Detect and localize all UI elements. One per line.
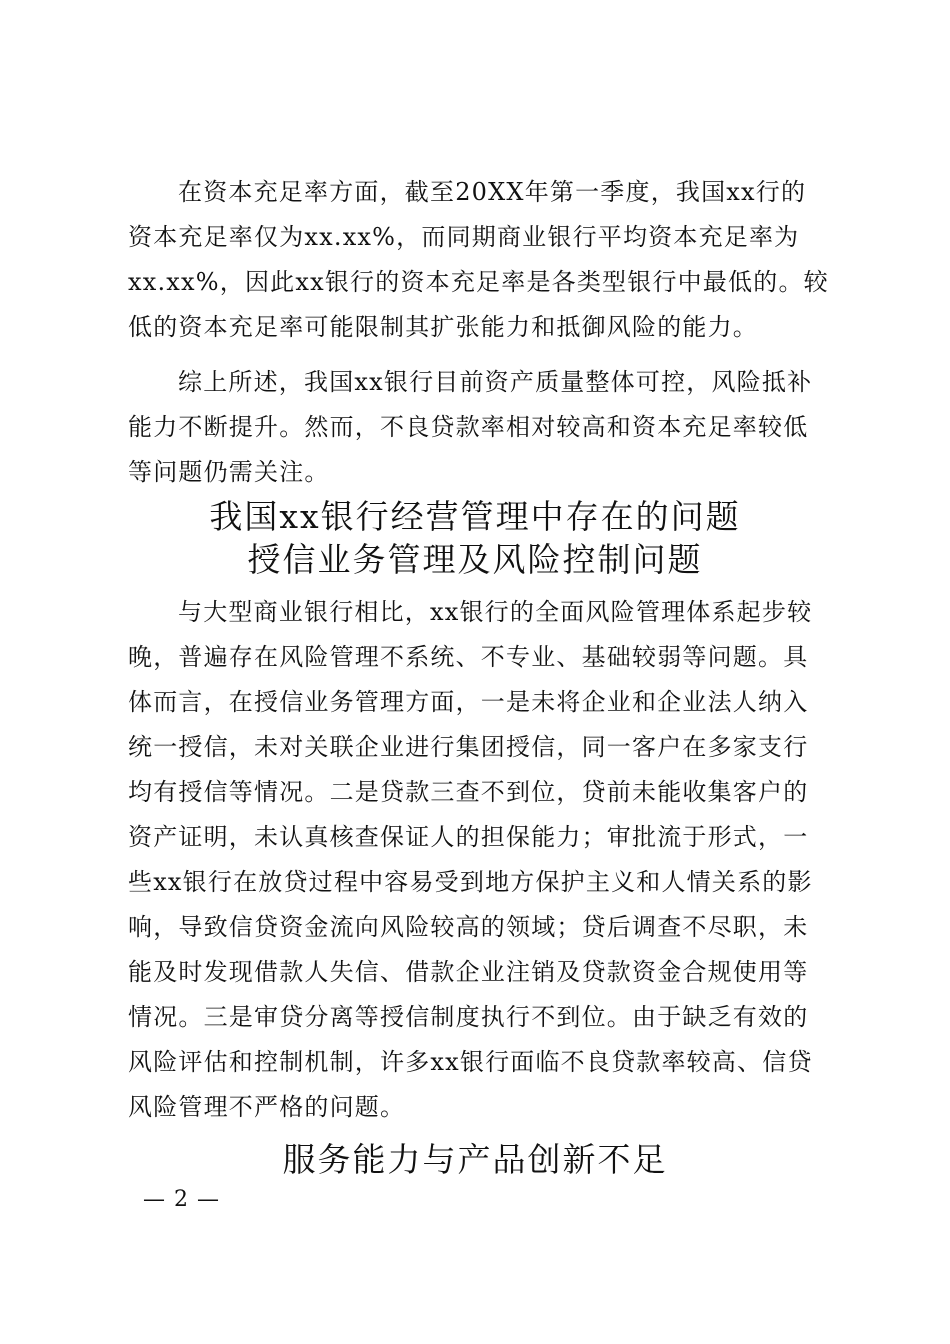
subsection-title-service-innovation: 服务能力与产品创新不足 xyxy=(282,1140,668,1179)
paragraph-capital-adequacy xyxy=(128,170,829,350)
text-line: 等问题仍需关注。 xyxy=(128,458,330,486)
subsection-title-credit-risk: 授信业务管理及风险控制问题 xyxy=(247,540,703,579)
text-line: 资本充足率仅为xx.xx%，而同期商业银行平均资本充足率为 xyxy=(128,223,800,251)
text-line: 情况。三是审贷分离等授信制度执行不到位。由于缺乏有效的 xyxy=(128,1003,809,1031)
text-line: 风险评估和控制机制，许多xx银行面临不良贷款率较高、信贷 xyxy=(128,1048,813,1076)
text-line: 体而言，在授信业务管理方面，一是未将企业和企业法人纳入 xyxy=(128,688,809,716)
text-line: 统一授信，未对关联企业进行集团授信，同一客户在多家支行 xyxy=(128,733,809,761)
page-number: — 2 — xyxy=(143,1187,220,1212)
text-line: 在资本充足率方面，截至20XX年第一季度，我国xx行的 xyxy=(178,178,807,206)
text-line: 响，导致信贷资金流向风险较高的领域；贷后调查不尽职，未 xyxy=(128,913,809,941)
text-line: 晚，普遍存在风险管理不系统、不专业、基础较弱等问题。具 xyxy=(128,643,809,671)
text-line: 均有授信等情况。二是贷款三查不到位，贷前未能收集客户的 xyxy=(128,778,809,806)
section-title: 我国xx银行经营管理中存在的问题 xyxy=(209,497,741,536)
text-line: 综上所述，我国xx银行目前资产质量整体可控，风险抵补 xyxy=(178,368,813,396)
text-line: xx.xx%，因此xx银行的资本充足率是各类型银行中最低的。较 xyxy=(128,268,829,296)
text-line: 与大型商业银行相比，xx银行的全面风险管理体系起步较 xyxy=(178,598,813,626)
paragraph-credit-management xyxy=(128,590,824,1130)
text-line: 些xx银行在放贷过程中容易受到地方保护主义和人情关系的影 xyxy=(128,868,813,896)
text-line: 能力不断提升。然而，不良贷款率相对较高和资本充足率较低 xyxy=(128,413,809,441)
paragraph-summary xyxy=(128,360,824,495)
text-line: 低的资本充足率可能限制其扩张能力和抵御风险的能力。 xyxy=(128,313,758,341)
text-line: 风险管理不严格的问题。 xyxy=(128,1093,406,1121)
text-line: 能及时发现借款人失信、借款企业注销及贷款资金合规使用等 xyxy=(128,958,809,986)
text-line: 资产证明，未认真核查保证人的担保能力；审批流于形式，一 xyxy=(128,823,809,851)
